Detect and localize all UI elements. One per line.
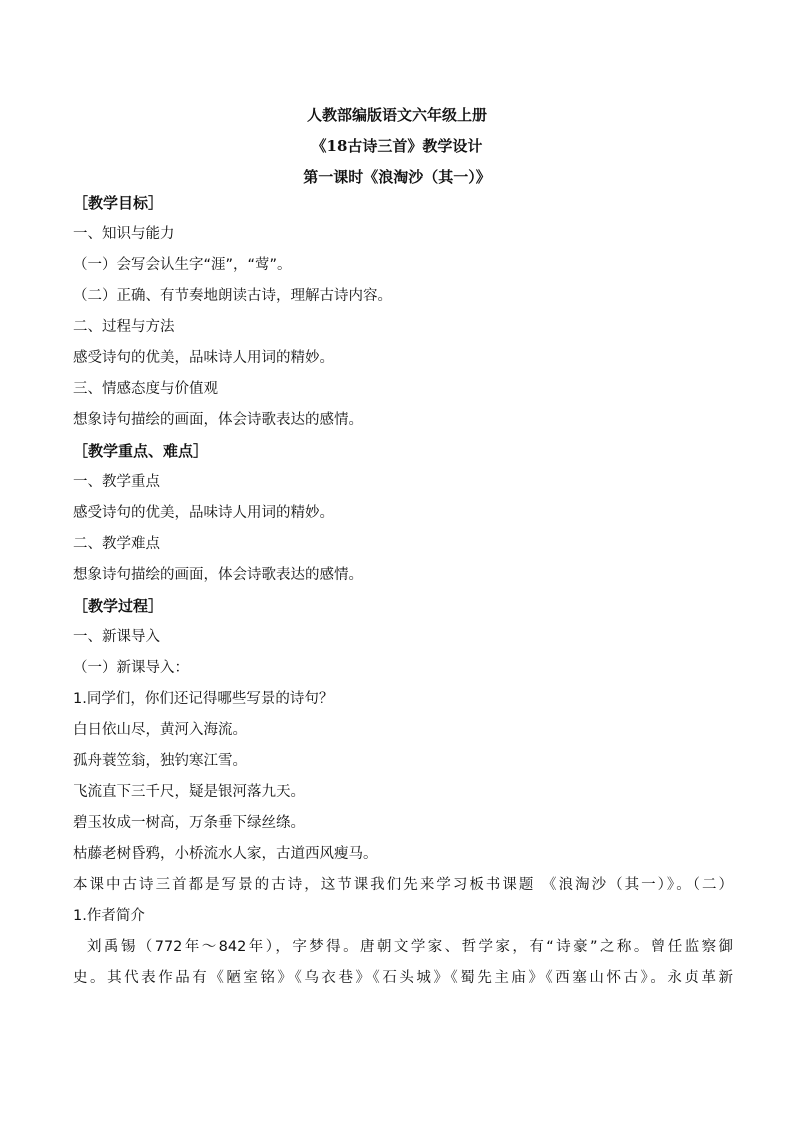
- section-heading: ［教学重点、难点］: [73, 442, 209, 460]
- poem-line: 飞流直下三千尺，疑是银河落九天。: [73, 784, 305, 800]
- document-title-textbook: 人教部编版语文六年级上册: [306, 106, 487, 124]
- text-line: 想象诗句描绘的画面，体会诗歌表达的感情。: [73, 412, 363, 428]
- author-intro-line: 刘禹锡（772年～842年），字梦得。唐朝文学家、哲学家，有“诗豪”之称。曾任监察御: [87, 939, 733, 955]
- text-line: 感受诗句的优美，品味诗人用词的精妙。: [73, 505, 334, 521]
- text-line: 感受诗句的优美，品味诗人用词的精妙。: [73, 350, 334, 366]
- poem-line: 孤舟蓑笠翁，独钓寒江雪。: [73, 753, 247, 769]
- text-line: 想象诗句描绘的画面，体会诗歌表达的感情。: [73, 567, 363, 583]
- text-line: 一、教学重点: [73, 474, 160, 490]
- title-block: [0, 100, 794, 193]
- text-line: （一）会写会认生字“涯”，“莺”。: [73, 257, 292, 273]
- text-line: 1.作者简介: [73, 908, 145, 924]
- text-line: 一、知识与能力: [73, 226, 175, 242]
- poem-line: 白日依山尽，黄河入海流。: [73, 722, 247, 738]
- text-line: 二、教学难点: [73, 536, 160, 552]
- text-line: 本课中古诗三首都是写景的古诗，这节课我们先来学习板书课题 《浪淘沙（其一）》。（二）: [73, 877, 733, 893]
- document-title-lesson: 《18古诗三首》教学设计: [311, 137, 483, 155]
- text-line: （二）正确、有节奏地朗读古诗，理解古诗内容。: [73, 288, 392, 304]
- text-line: （一）新课导入：: [73, 660, 189, 676]
- text-line: 1.同学们，你们还记得哪些写景的诗句？: [73, 691, 334, 707]
- document-body: [73, 188, 733, 994]
- text-line: 三、情感态度与价值观: [73, 381, 218, 397]
- poem-line: 碧玉妆成一树高，万条垂下绿丝绦。: [73, 815, 305, 831]
- author-intro-line: 史。其代表作品有《陋室铭》《乌衣巷》《石头城》《蜀先主庙》《西塞山怀古》。永贞革新: [73, 970, 733, 986]
- section-heading: ［教学过程］: [73, 597, 164, 615]
- text-line: 二、过程与方法: [73, 319, 175, 335]
- document-title-period: 第一课时《浪淘沙（其一）》: [303, 168, 491, 186]
- section-heading: ［教学目标］: [73, 194, 164, 212]
- poem-line: 枯藤老树昏鸦，小桥流水人家，古道西风瘦马。: [73, 846, 378, 862]
- text-line: 一、新课导入: [73, 629, 160, 645]
